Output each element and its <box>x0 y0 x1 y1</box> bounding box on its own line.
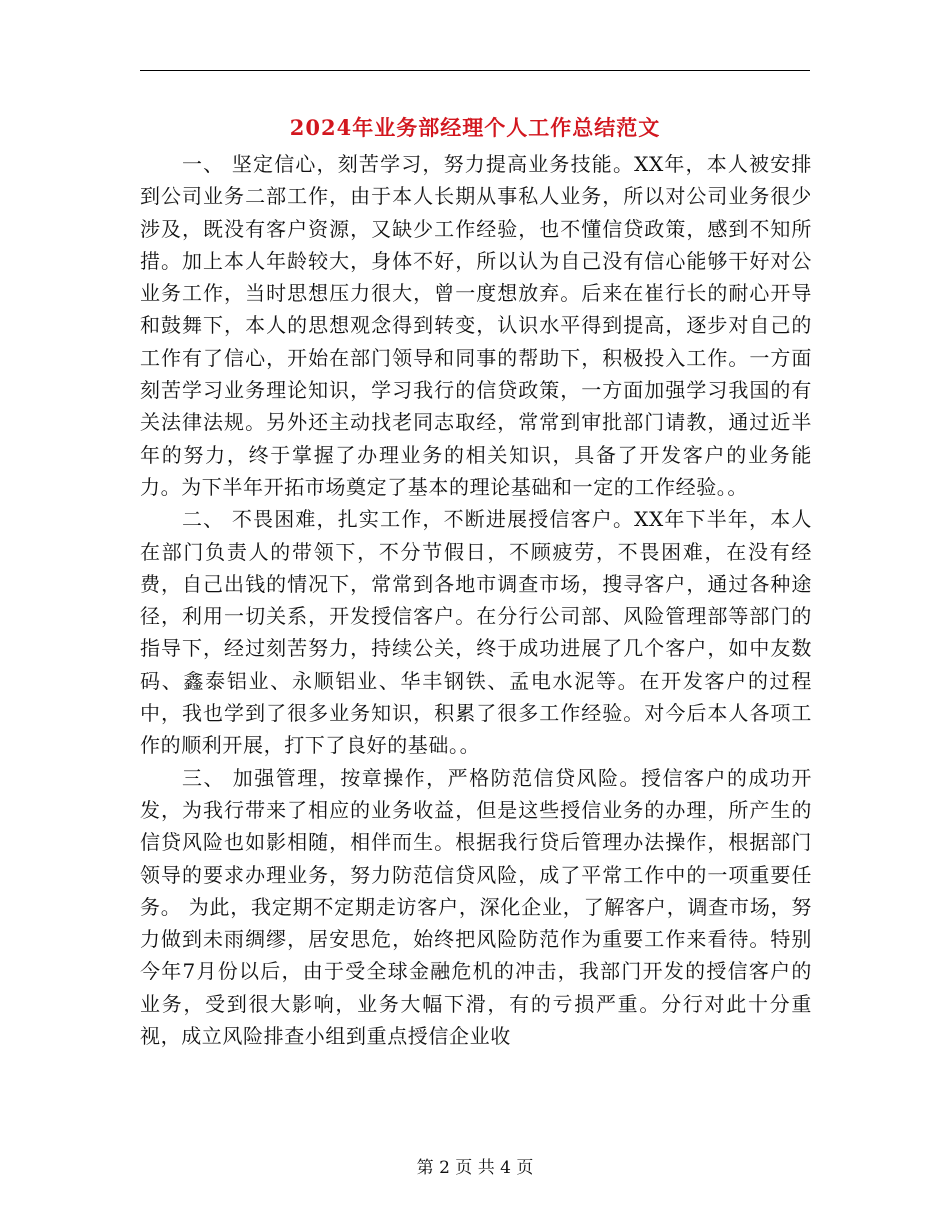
paragraph-1: 一、 坚定信心，刻苦学习，努力提高业务技能。XX年，本人被安排到公司业务二部工作，由于本人长期从事私人业务，所以对公司业务很少涉及，既没有客户资源，又缺少工作经验，也不懂信贷政策，感到不知所措。加上本人年龄较大，身体不好，所以认为自己没有信心能够干好对公业务工作，当时思想压力很大，曾一度想放弃。后来在崔行长的耐心开导和鼓舞下，本人的思想观念得到转变，认识水平得到提高，逐步对自己的工作有了信心，开始在部门领导和同事的帮助下，积极投入工作。一方面刻苦学习业务理论知识，学习我行的信贷政策，一方面加强学习我国的有关法律法规。另外还主动找老同志取经，常常到审批部门请教，通过近半年的努力，终于掌握了办理业务的相关知识，具备了开发客户的业务能力。为下半年开拓市场奠定了基本的理论基础和一定的工作经验。。 <box>140 152 812 499</box>
paragraph-3: 三、 加强管理，按章操作，严格防范信贷风险。授信客户的成功开发，为我行带来了相应的业务收益，但是这些授信业务的办理，所产生的信贷风险也如影相随，相伴而生。根据我行贷后管理办法操作，根据部门领导的要求办理业务，努力防范信贷风险，成了平常工作中的一项重要任务。 为此，我定期不定期走访客户，深化企业，了解客户，调查市场，努力做到未雨绸缪，居安思危，始终把风险防范作为重要工作来看待。特别今年7月份以后，由于受全球金融危机的冲击，我部门开发的授信客户的业务，受到很大影响，业务大幅下滑，有的亏损严重。分行对此十分重视，成立风险排查小组到重点授信企业收 <box>140 765 812 1049</box>
paragraph-2: 二、 不畏困难，扎实工作，不断进展授信客户。XX年下半年，本人在部门负责人的带领下，不分节假日，不顾疲劳，不畏困难，在没有经费，自己出钱的情况下，常常到各地市调查市场，搜寻客户，通过各种途径，利用一切关系，开发授信客户。在分行公司部、风险管理部等部门的指导下，经过刻苦努力，持续公关，终于成功进展了几个客户，如中友数码、鑫泰铝业、永顺铝业、华丰钢铁、孟电水泥等。在开发客户的过程中，我也学到了很多业务知识，积累了很多工作经验。对今后本人各项工作的顺利开展，打下了良好的基础。。 <box>140 507 812 758</box>
header-rule <box>140 70 810 71</box>
page-number: 第 2 页 共 4 页 <box>416 1158 534 1178</box>
document-title: 2024年业务部经理个人工作总结范文 <box>289 115 661 140</box>
document-body <box>140 148 812 1052</box>
